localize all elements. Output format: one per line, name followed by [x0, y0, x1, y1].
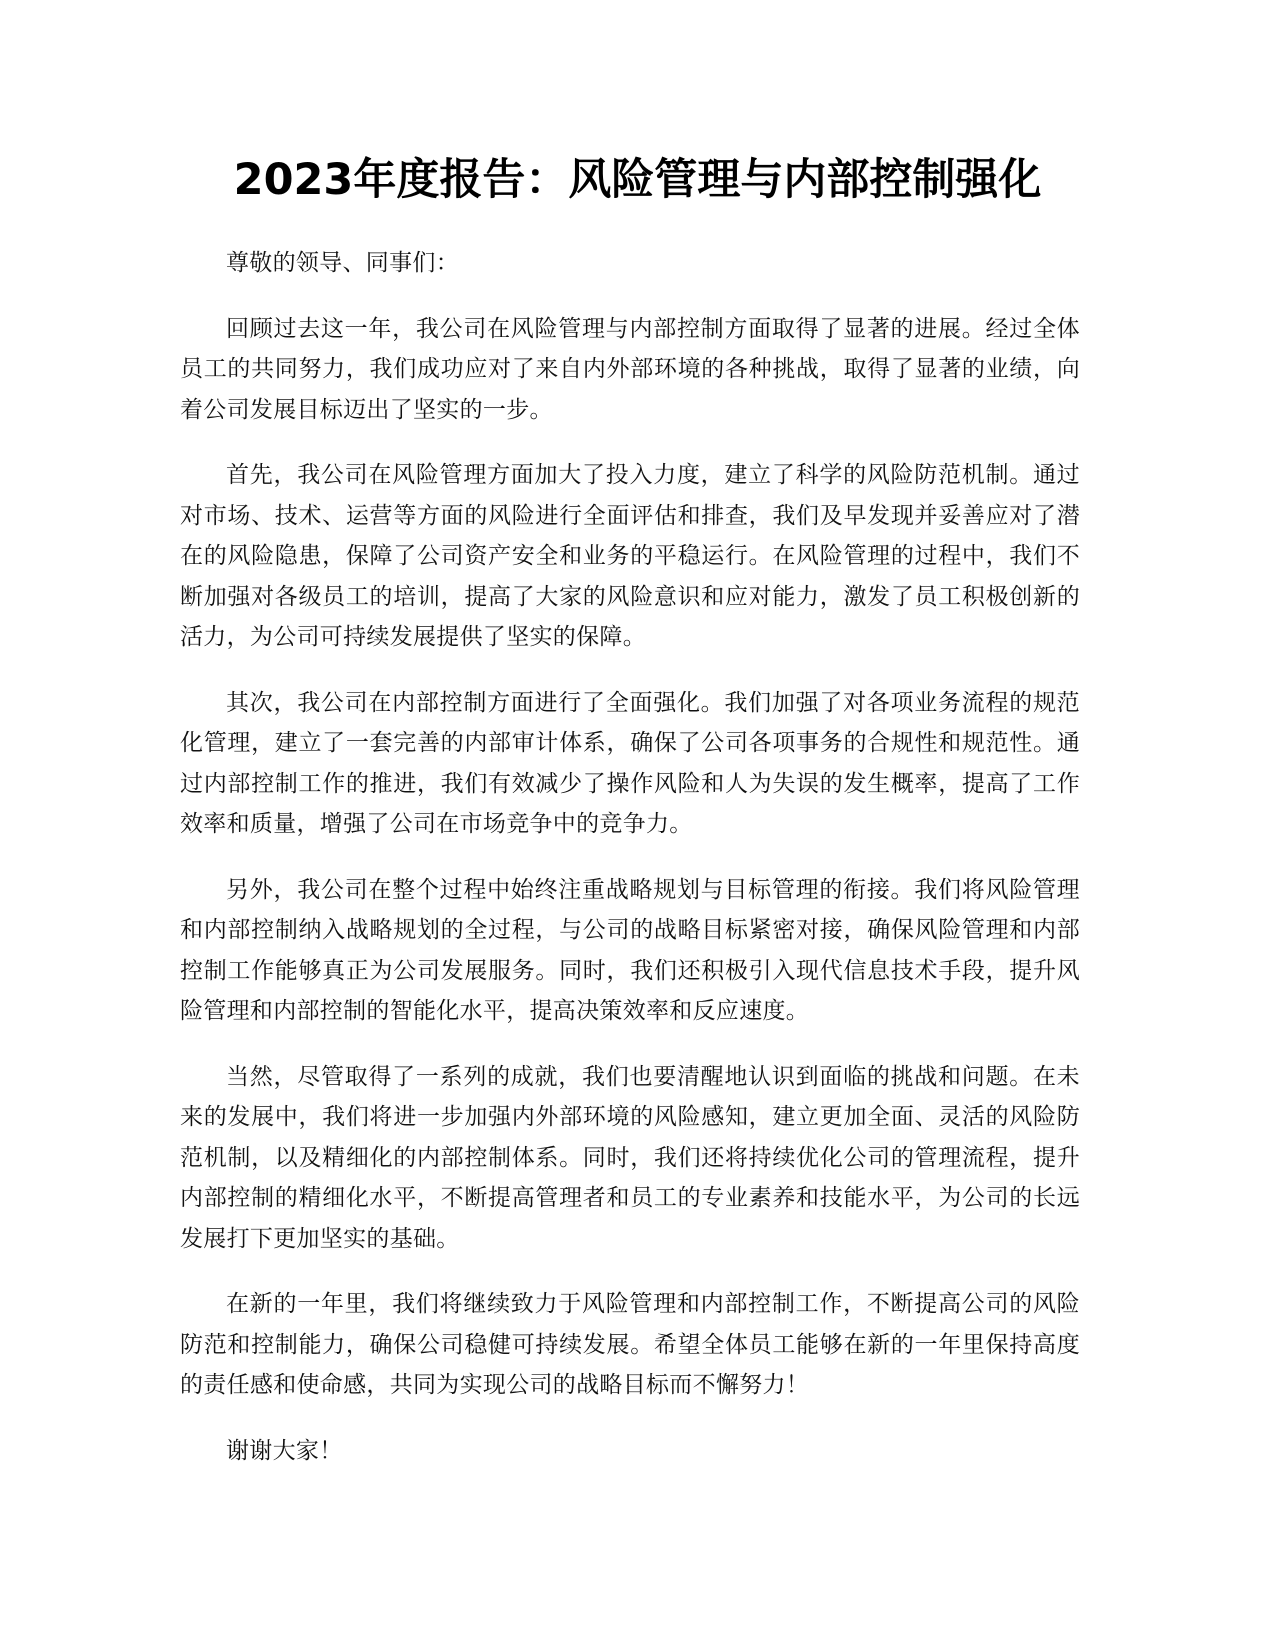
- paragraph-internal-control: 其次，我公司在内部控制方面进行了全面强化。我们加强了对各项业务流程的规范化管理，建立了一套完善的内部审计体系，确保了公司各项事务的合规性和规范性。通过内部控制工作的推进，我们有效减少了操作风险和人为失误的发生概率，提高了工作效率和质量，增强了公司在市场竞争中的竞争力。: [180, 689, 1080, 837]
- closing-thanks: 谢谢大家！: [226, 1437, 343, 1464]
- paragraph-review: 回顾过去这一年，我公司在风险管理与内部控制方面取得了显著的进展。经过全体员工的共同努力，我们成功应对了来自内外部环境的各种挑战，取得了显著的业绩，向着公司发展目标迈出了坚实的一步。: [180, 315, 1080, 423]
- paragraph-challenges: 当然，尽管取得了一系列的成就，我们也要清醒地认识到面临的挑战和问题。在未来的发展中，我们将进一步加强内外部环境的风险感知，建立更加全面、灵活的风险防范机制，以及精细化的内部控制体系。同时，我们还将持续优化公司的管理流程，提升内部控制的精细化水平，不断提高管理者和员工的专业素养和技能水平，为公司的长远发展打下更加坚实的基础。: [180, 1063, 1080, 1252]
- paragraph-strategy: 另外，我公司在整个过程中始终注重战略规划与目标管理的衔接。我们将风险管理和内部控制纳入战略规划的全过程，与公司的战略目标紧密对接，确保风险管理和内部控制工作能够真正为公司发展服务。同时，我们还积极引入现代信息技术手段，提升风险管理和内部控制的智能化水平，提高决策效率和反应速度。: [180, 876, 1080, 1024]
- paragraph-outlook: 在新的一年里，我们将继续致力于风险管理和内部控制工作，不断提高公司的风险防范和控制能力，确保公司稳健可持续发展。希望全体员工能够在新的一年里保持高度的责任感和使命感，共同为实现公司的战略目标而不懈努力！: [180, 1291, 1080, 1398]
- paragraph-risk-management: 首先，我公司在风险管理方面加大了投入力度，建立了科学的风险防范机制。通过对市场、技术、运营等方面的风险进行全面评估和排查，我们及早发现并妥善应对了潜在的风险隐患，保障了公司资产安全和业务的平稳运行。在风险管理的过程中，我们不断加强对各级员工的培训，提高了大家的风险意识和应对能力，激发了员工积极创新的活力，为公司可持续发展提供了坚实的保障。: [180, 462, 1080, 650]
- document-title: 2023年度报告：风险管理与内部控制强化: [233, 155, 1042, 205]
- document-body: [180, 243, 1080, 1496]
- salutation: 尊敬的领导、同事们：: [226, 250, 459, 276]
